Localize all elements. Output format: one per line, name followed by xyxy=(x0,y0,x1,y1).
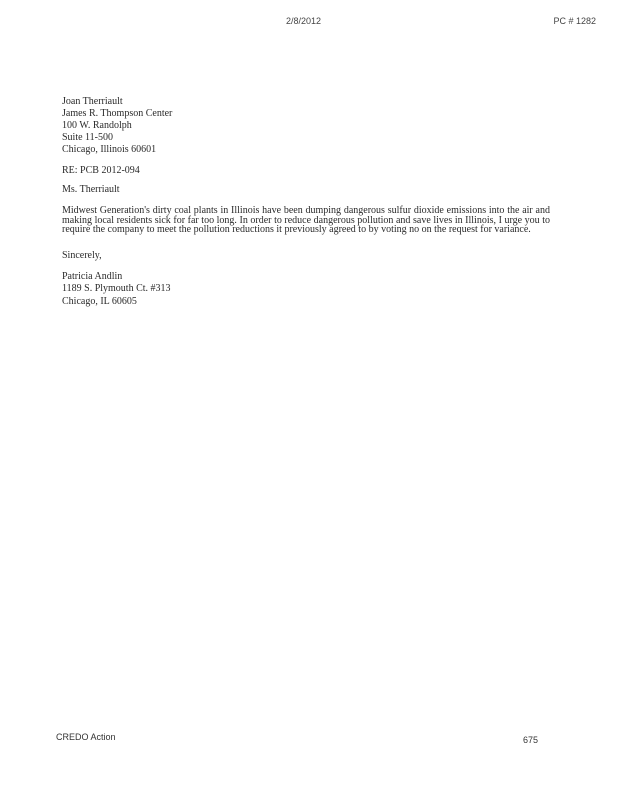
sender-name: Patricia Andlin xyxy=(62,271,123,282)
footer-organization: CREDO Action xyxy=(56,732,116,742)
recipient-suite: Suite 11-500 xyxy=(62,132,114,144)
sender-city: Chicago, IL 60605 xyxy=(62,295,137,307)
sender-signature-block xyxy=(62,271,171,308)
header-date: 2/8/2012 xyxy=(286,16,322,26)
reference-line: RE: PCB 2012-094 xyxy=(62,165,140,176)
letter-body: Midwest Generation's dirty coal plants in Illinois have been dumping dangerous sulfur dioxide emissions into the air and making local residents sick for far too long. In order to reduce dangerous pollution and save lives in Illinois, I urge you to require the company to meet the pollution reductions it previously agreed to by voting no on the request for variance. xyxy=(62,205,550,236)
closing: Sincerely, xyxy=(62,250,102,261)
recipient-address xyxy=(62,96,172,156)
recipient-city: Chicago, Illinois 60601 xyxy=(62,144,157,156)
salutation: Ms. Therriault xyxy=(62,184,120,195)
recipient-name: Joan Therriault xyxy=(62,96,123,107)
sender-street: 1189 S. Plymouth Ct. #313 xyxy=(62,283,171,295)
footer-page-number: 675 xyxy=(523,735,539,745)
recipient-building: James R. Thompson Center xyxy=(62,108,173,120)
header-pc-number: PC # 1282 xyxy=(553,16,596,26)
recipient-street: 100 W. Randolph xyxy=(62,120,132,132)
